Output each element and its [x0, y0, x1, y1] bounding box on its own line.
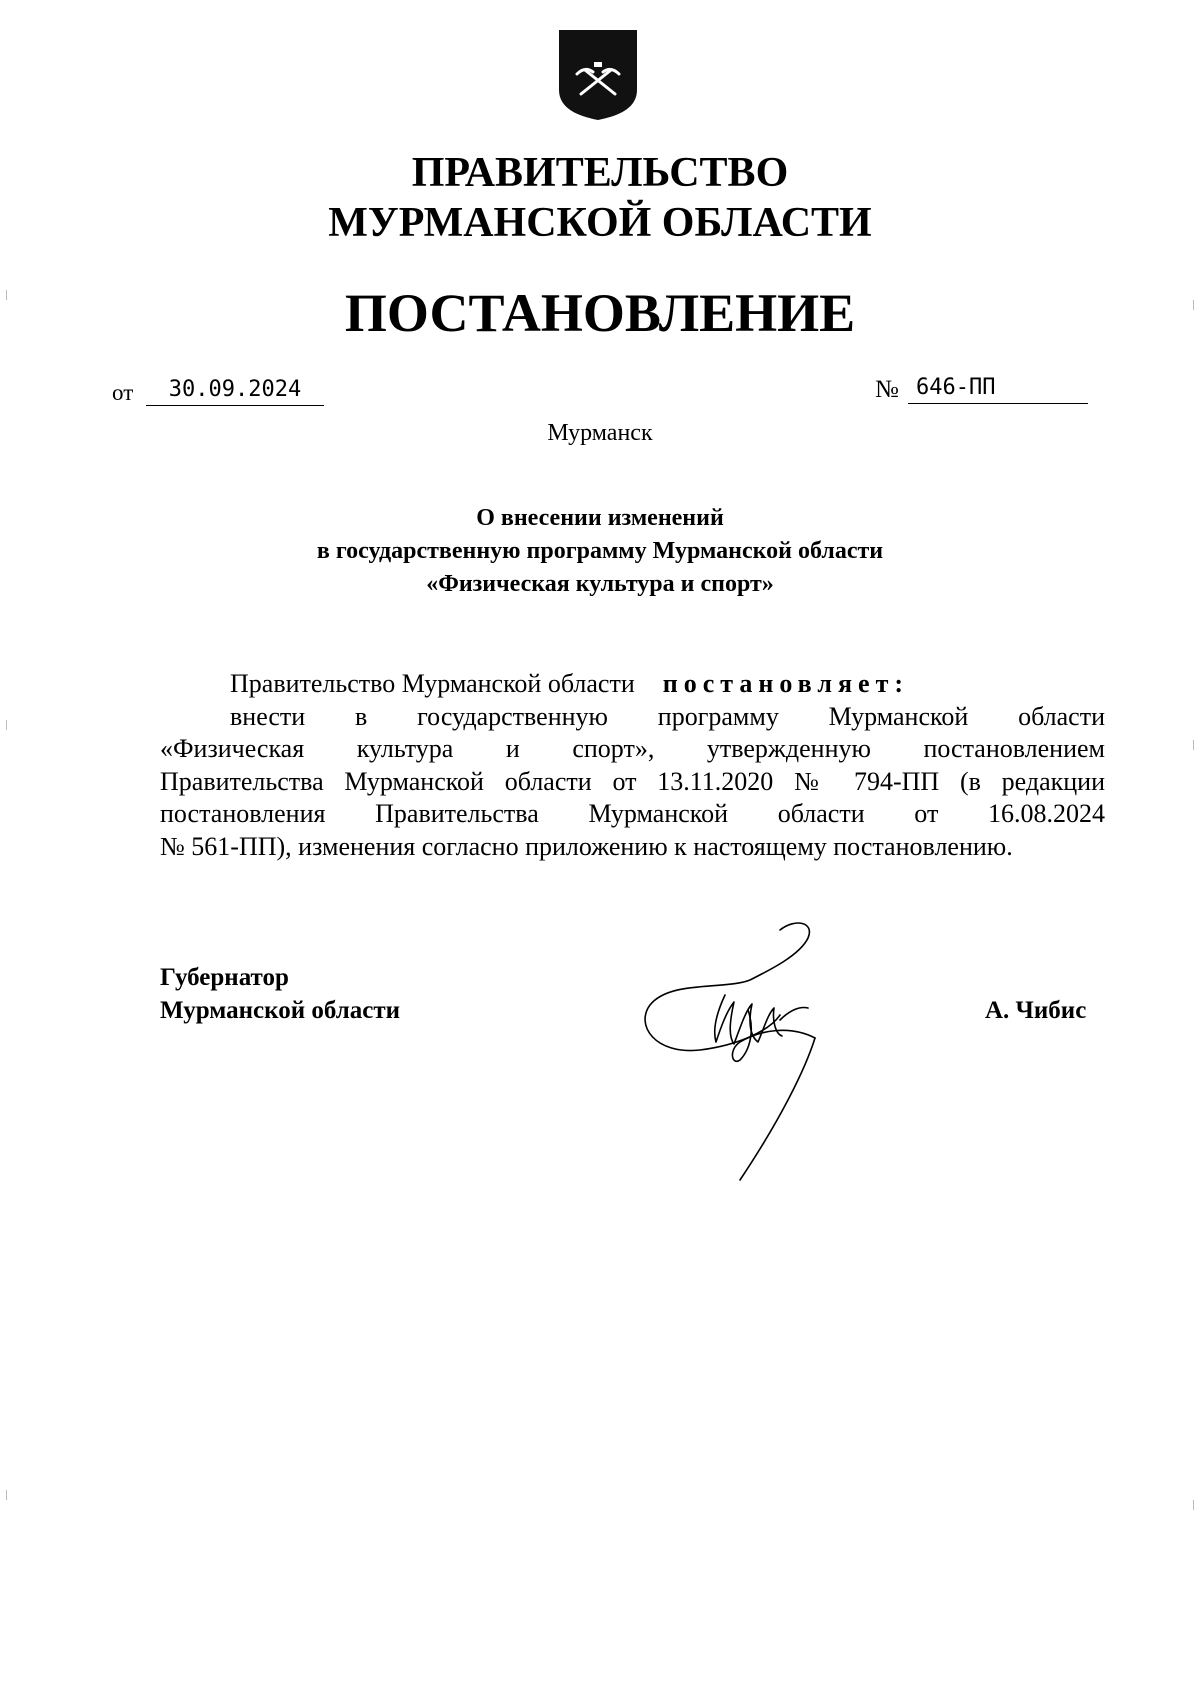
scan-edge-mark: [6, 1490, 7, 1500]
signer-title: [160, 961, 400, 1027]
scan-edge-mark: [6, 720, 7, 730]
body-opening: Правительство Мурманской области: [230, 669, 635, 698]
coat-of-arms-icon: [557, 28, 639, 122]
document-date: 30.09.2024: [146, 375, 324, 406]
body-line2: «Физическая культура и спорт», утвержденную постановлением: [160, 734, 1105, 763]
document-body: [160, 668, 1105, 863]
date-prefix: от: [112, 380, 134, 405]
document-subject: [0, 502, 1200, 601]
scan-edge-mark: [1193, 300, 1194, 310]
body-line3: Правительства Мурманской области от 13.11.2020 № 794-ПП (в редакции: [160, 766, 1105, 796]
number-prefix: №: [875, 376, 899, 403]
body-resolves: постановляет:: [662, 669, 909, 698]
signer-title-line2: Мурманской области: [160, 997, 401, 1024]
scan-edge-mark: [6, 290, 7, 300]
body-line5: № 561-ПП), изменения согласно приложению к настоящему постановлению.: [160, 831, 1013, 861]
body-opening-line: [160, 668, 1105, 701]
body-line4: постановления Правительства Мурманской области от 16.08.2024: [160, 799, 1105, 828]
document-type: ПОСТАНОВЛЕНИЕ: [344, 283, 856, 343]
scan-edge-mark: [1193, 1500, 1194, 1510]
document-number: 646-ПП: [908, 373, 1088, 404]
subject-line3: «Физическая культура и спорт»: [426, 571, 774, 597]
subject-line2: в государственную программу Мурманской области: [316, 538, 884, 564]
subject-line1: О внесении изменений: [476, 505, 724, 531]
scan-edge-mark: [1193, 740, 1194, 750]
signer-name: А. Чибис: [985, 997, 1087, 1024]
government-title-line1: ПРАВИТЕЛЬСТВО: [411, 150, 789, 196]
city-name: Мурманск: [547, 420, 653, 446]
body-line1: внести в государственную программу Мурманской области: [230, 701, 1105, 731]
government-title: [0, 148, 1200, 248]
handwritten-signature-icon: [630, 910, 900, 1190]
signer-title-line1: Губернатор: [160, 964, 289, 991]
government-title-line2: МУРМАНСКОЙ ОБЛАСТИ: [328, 200, 872, 246]
